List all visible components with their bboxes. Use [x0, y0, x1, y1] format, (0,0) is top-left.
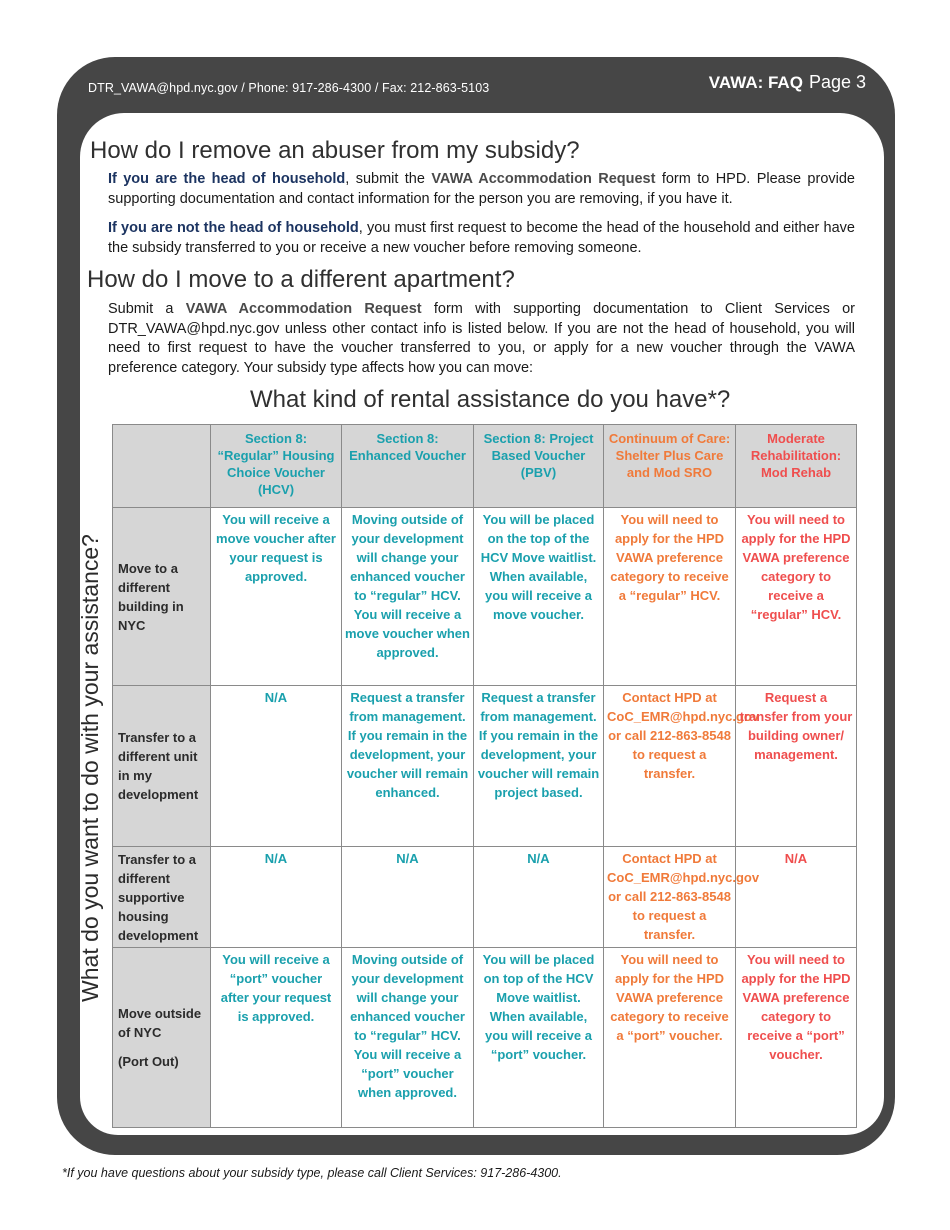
table-cell: Request a transfer from management. If you remain in the development, your voucher will remain project based. — [474, 686, 604, 847]
table-cell: You will need to apply for the HPD VAWA preference category to receive a “port” voucher. — [604, 948, 736, 1128]
emphasis-not-head-of-household: If you are not the head of household — [108, 220, 359, 236]
column-header-hcv: Section 8: “Regular” Housing Choice Voucher (HCV) — [211, 425, 342, 508]
text-span: form with supporting documentation to Client Services or DTR_VAWA@hpd.nyc.gov unless other contact info is listed below. If you are not the head of household, you will need to first request to have the voucher transferred to you, or apply for a new voucher through the VAWA preference category. Your subsidy type affects how you can move: — [108, 301, 856, 376]
doc-title: VAWA: FAQ — [708, 73, 803, 92]
table-cell: N/A — [474, 847, 604, 948]
row-header — [113, 948, 211, 1128]
paragraph-not-head-of-household — [108, 218, 855, 258]
table-row — [113, 508, 857, 686]
table-row — [113, 948, 857, 1128]
table-cell: Contact HPD at CoC_EMR@hpd.nyc.gov or call 212-863-8548 to request a transfer. — [604, 686, 736, 847]
table-cell: You will be placed on the top of the HCV Move waitlist. When available, you will receive a move voucher. — [474, 508, 604, 686]
table-cell: Request a transfer from your building owner/ management. — [736, 686, 857, 847]
question-move-apartment: How do I move to a different apartment? — [87, 266, 515, 293]
column-header-pbv: Section 8: Project Based Voucher (PBV) — [474, 425, 604, 508]
form-name: VAWA Accommodation Request — [431, 171, 656, 187]
header-title — [709, 72, 866, 93]
table-cell: N/A — [342, 847, 474, 948]
column-header-enhanced: Section 8: Enhanced Voucher — [342, 425, 474, 508]
table-row — [113, 847, 857, 948]
table-cell: Contact HPD at CoC_EMR@hpd.nyc.gov or call 212-863-8548 to request a transfer. — [604, 847, 736, 948]
row-header-label: Move outside of NYC — [118, 1006, 202, 1040]
row-header: Transfer to a different unit in my development — [113, 686, 211, 847]
table-cell: Request a transfer from management. If you remain in the development, your voucher will remain enhanced. — [342, 686, 474, 847]
table-cell: You will receive a “port” voucher after your request is approved. — [211, 948, 342, 1128]
table-cell: You will need to apply for the HPD VAWA preference category to receive a “regular” HCV. — [736, 508, 857, 686]
question-remove-abuser: How do I remove an abuser from my subsidy? — [90, 137, 580, 164]
paragraph-head-of-household — [108, 169, 855, 209]
page-number: Page 3 — [808, 72, 866, 92]
row-header-sublabel: (Port Out) — [118, 1054, 179, 1069]
column-header-mod-rehab: Moderate Rehabilitation: Mod Rehab — [736, 425, 857, 508]
row-header: Move to a different building in NYC — [113, 508, 211, 686]
table-cell: Moving outside of your development will change your enhanced voucher to “regular” HCV. You will receive a “port” voucher when approved. — [342, 948, 474, 1128]
text-span: Submit a — [108, 301, 186, 317]
column-header-continuum-of-care: Continuum of Care: Shelter Plus Care and Mod SRO — [604, 425, 736, 508]
table-cell: N/A — [736, 847, 857, 948]
row-header: Transfer to a different supportive housing development — [113, 847, 211, 948]
text-span: , submit the — [345, 171, 432, 187]
table-cell: You will need to apply for the HPD VAWA preference category to receive a “regular” HCV. — [604, 508, 736, 686]
header-contact-info: DTR_VAWA@hpd.nyc.gov / Phone: 917-286-4300 / Fax: 212-863-5103 — [88, 81, 490, 95]
table-cell: N/A — [211, 686, 342, 847]
table-cell: N/A — [211, 847, 342, 948]
assistance-table — [112, 424, 857, 1128]
table-cell: Moving outside of your development will change your enhanced voucher to “regular” HCV. You will receive a move voucher when approved. — [342, 508, 474, 686]
table-cell: You will be placed on top of the HCV Move waitlist. When available, you will receive a “port” voucher. — [474, 948, 604, 1128]
table-cell: You will receive a move voucher after your request is approved. — [211, 508, 342, 686]
table-title: What kind of rental assistance do you have*? — [250, 386, 731, 413]
footnote: *If you have questions about your subsidy type, please call Client Services: 917-286-4300. — [62, 1166, 562, 1180]
text-span: , you must first request to become the head of the household and either have the subsidy transferred to you or receive a new voucher before removing someone. — [108, 220, 855, 256]
table-cell: You will need to apply for the HPD VAWA preference category to receive a “port” voucher. — [736, 948, 857, 1128]
paragraph-move-instructions — [108, 300, 855, 378]
text-span: form to HPD. Please provide supporting documentation and contact information for the person you are removing, if you have it. — [108, 171, 855, 207]
table-corner — [113, 425, 211, 508]
form-name: VAWA Accommodation Request — [185, 301, 422, 317]
table-side-label: What do you want to do with your assistance? — [77, 534, 103, 1002]
table-row — [113, 686, 857, 847]
emphasis-head-of-household: If you are the head of household — [108, 171, 346, 187]
